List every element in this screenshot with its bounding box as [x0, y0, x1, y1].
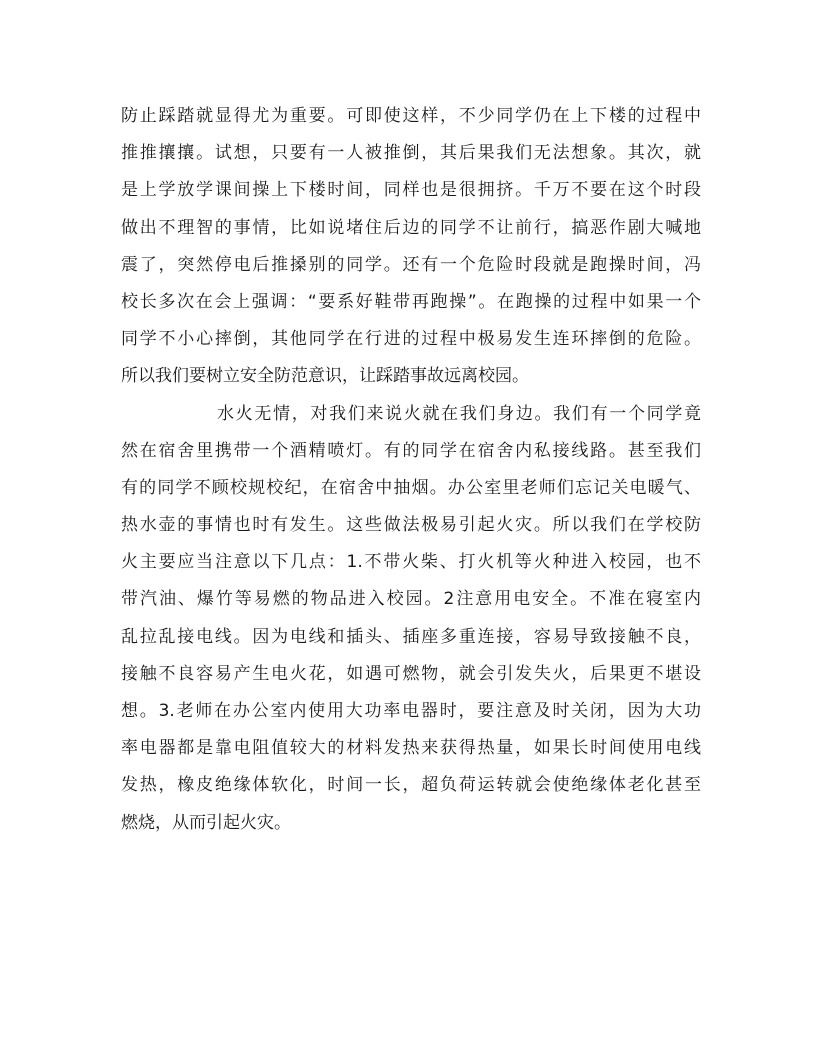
text-line: 是上学放学课间操上下楼时间，同样也是很拥挤。千万不要在这个时段: [121, 180, 701, 201]
text-line: 带汽油、爆竹等易燃的物品进入校园。2注意用电安全。不准在寝室内: [121, 589, 701, 610]
text-line: 然在宿舍里携带一个酒精喷灯。有的同学在宿舍内私接线路。甚至我们: [121, 440, 701, 461]
text-line: 火主要应当注意以下几点：1.不带火柴、打火机等火种进入校园，也不: [121, 552, 701, 573]
text-line: 热水壶的事情也时有发生。这些做法极易引起火灾。所以我们在学校防: [121, 515, 701, 536]
text-line: 推推攘攘。试想，只要有一人被推倒，其后果我们无法想象。其次，就: [121, 143, 701, 164]
body-text: [121, 98, 701, 842]
text-line: 乱拉乱接电线。因为电线和插头、插座多重连接，容易导致接触不良，: [121, 626, 701, 647]
text-line: 做出不理智的事情，比如说堵住后边的同学不让前行，搞恶作剧大喊地: [121, 217, 701, 238]
text-line: 防止踩踏就显得尤为重要。可即使这样，不少同学仍在上下楼的过程中: [121, 106, 701, 126]
text-line: 燃烧，从而引起火灾。: [121, 812, 291, 833]
paragraph-start-line: 水火无情，对我们来说火就在我们身边。我们有一个同学竟: [217, 403, 701, 424]
text-line: 校长多次在会上强调：“要系好鞋带再跑操”。在跑操的过程中如果一个: [121, 291, 701, 312]
text-line: 率电器都是靠电阻值较大的材料发热来获得热量，如果长时间使用电线: [121, 738, 701, 759]
text-line: 同学不小心摔倒，其他同学在行进的过程中极易发生连环摔倒的危险。: [121, 329, 701, 350]
text-line: 有的同学不顾校规校纪，在宿舍中抽烟。办公室里老师们忘记关电暖气、: [121, 477, 701, 498]
text-line: 想。3.老师在办公室内使用大功率电器时，要注意及时关闭，因为大功: [121, 701, 701, 721]
text-line: 接触不良容易产生电火花，如遇可燃物，就会引发失火，后果更不堪设: [121, 663, 701, 684]
text-line: 所以我们要树立安全防范意识，让踩踏事故远离校园。: [121, 366, 529, 387]
text-line: 发热，橡皮绝缘体软化，时间一长，超负荷运转就会使绝缘体老化甚至: [121, 775, 701, 796]
text-line: 震了，突然停电后推搡别的同学。还有一个危险时段就是跑操时间，冯: [121, 254, 701, 275]
